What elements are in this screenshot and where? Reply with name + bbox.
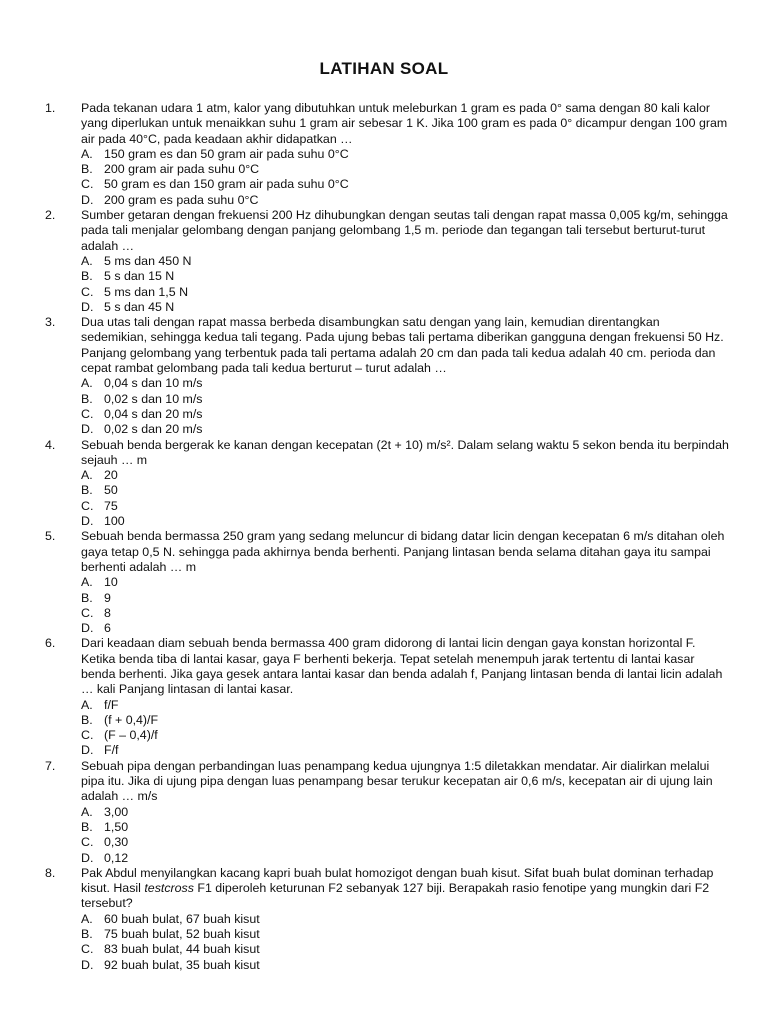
option-text: 9 [104, 590, 111, 605]
question-text: Sumber getaran dengan frekuensi 200 Hz dihubungkan dengan seutas tali dengan rapat massa 0,005 kg/m, sehingga pada tali menjalar gelombang dengan panjang gelombang 1,5 m. periode dan tegangan tali tersebut berturut-turut adalah … [81, 208, 728, 253]
option-letter: C. [81, 284, 94, 299]
option-letter: D. [81, 621, 94, 636]
question-number: 2. [45, 208, 56, 223]
option-text: 50 gram es dan 150 gram air pada suhu 0°C [104, 177, 349, 192]
question-6 [0, 636, 768, 758]
option-d [81, 193, 768, 208]
option-letter: B. [81, 483, 93, 498]
page-title: LATIHAN SOAL [319, 59, 449, 78]
option-letter: C. [81, 406, 94, 421]
option-c [81, 942, 768, 957]
option-text: 0,12 [104, 850, 129, 865]
option-letter: B. [81, 269, 93, 284]
question-list [0, 101, 768, 973]
option-b [81, 713, 768, 728]
question-text: Dua utas tali dengan rapat massa berbeda disambungkan satu dengan yang lain, kemudian direntangkan sedemikian, sehingga kedua tali tegang. Pada ujung bebas tali pertama diberikan gangguna dengan frekuensi 50 Hz. Panjang gelombang yang terbentuk pada tali pertama adalah 20 cm dan pada tali kedua adalah 40 cm. perioda dan cepat rambat gelombang pada tali kedua berturut – turut adalah … [81, 315, 724, 376]
question-5 [0, 529, 768, 636]
question-number: 1. [45, 101, 56, 115]
option-text: 60 buah bulat, 67 buah kisut [104, 911, 260, 926]
option-b [81, 591, 768, 606]
option-letter: B. [81, 712, 93, 727]
option-letter: A. [81, 468, 93, 483]
option-letter: D. [81, 299, 94, 314]
option-c [81, 499, 768, 514]
option-text: 8 [104, 605, 111, 620]
question-text-part: F1 diperoleh keturunan F2 sebanyak 127 biji. Berapakah rasio fenotipe yang mungkin dari F2 tersebut? [81, 881, 710, 911]
option-text: 5 s dan 45 N [104, 299, 175, 314]
option-text: 10 [104, 575, 118, 590]
question-number: 3. [45, 315, 56, 330]
question-3 [0, 315, 768, 437]
option-letter: D. [81, 957, 94, 972]
option-letter: A. [81, 253, 93, 268]
option-d [81, 422, 768, 437]
option-text: 75 [104, 498, 118, 513]
option-letter: C. [81, 605, 94, 620]
option-a [81, 147, 768, 162]
option-text: 0,04 s dan 20 m/s [104, 406, 203, 421]
option-text: 0,02 s dan 10 m/s [104, 391, 203, 406]
question-7 [0, 759, 768, 866]
option-letter: B. [81, 819, 93, 834]
option-letter: B. [81, 391, 93, 406]
option-letter: D. [81, 850, 94, 865]
option-d [81, 621, 768, 636]
option-text: 5 s dan 15 N [104, 269, 175, 284]
option-d [81, 743, 768, 758]
italic-term: testcross [144, 881, 194, 896]
question-4 [0, 438, 768, 530]
question-number: 5. [45, 529, 56, 544]
question-text: Sebuah pipa dengan perbandingan luas penampang kedua ujungnya 1:5 diletakkan mendatar. Air dialirkan melalui pipa itu. Jika di ujung pipa dengan luas penampang besar terukur kecepatan air 0,6 m/s, kecepatan air di ujung lain adalah … m/s [81, 758, 713, 804]
option-text: 200 gram es pada suhu 0°C [104, 192, 259, 207]
question-text: Sebuah benda bermassa 250 gram yang sedang meluncur di bidang datar licin dengan kecepatan 6 m/s ditahan oleh gaya tetap 0,5 N. sehingga pada akhirnya benda berhenti. Panjang lintasan benda selama ditahan gaya itu sampai berhenti adalah … m [81, 529, 725, 574]
option-text: 5 ms dan 1,5 N [104, 284, 189, 299]
option-text: 3,00 [104, 804, 129, 819]
option-text: 83 buah bulat, 44 buah kisut [104, 942, 260, 957]
option-letter: D. [81, 422, 94, 437]
option-b [81, 392, 768, 407]
option-letter: C. [81, 942, 94, 957]
option-d [81, 958, 768, 973]
option-b [81, 483, 768, 498]
option-text: 1,50 [104, 819, 129, 834]
option-text: 0,30 [104, 835, 129, 850]
option-c [81, 177, 768, 192]
option-text: 20 [104, 468, 118, 483]
option-text: 200 gram air pada suhu 0°C [104, 162, 260, 177]
question-2 [0, 208, 768, 315]
option-a [81, 254, 768, 269]
option-b [81, 820, 768, 835]
question-text: Dari keadaan diam sebuah benda bermassa 400 gram didorong di lantai licin dengan gaya konstan horizontal F. Ketika benda tiba di lantai kasar, gaya F berhenti bekerja. Tepat setelah menempuh jarak tertentu di lantai kasar benda berhenti. Jika gaya gesek antara lantai kasar dan benda adalah f, Panjang lintasan benda di lantai licin adalah … kali Panjang lintasan di lantai kasar. [81, 636, 723, 697]
option-a [81, 805, 768, 820]
option-text: F/f [104, 743, 119, 758]
option-text: (F – 0,4)/f [104, 728, 158, 743]
option-text: 150 gram es dan 50 gram air pada suhu 0°C [104, 146, 349, 161]
question-1 [0, 101, 768, 208]
option-a [81, 468, 768, 483]
option-d [81, 851, 768, 866]
option-letter: B. [81, 927, 93, 942]
option-a [81, 575, 768, 590]
option-letter: A. [81, 697, 93, 712]
option-text: 0,02 s dan 20 m/s [104, 422, 203, 437]
option-a [81, 376, 768, 391]
option-letter: D. [81, 514, 94, 529]
option-b [81, 927, 768, 942]
question-8 [0, 866, 768, 973]
option-letter: D. [81, 192, 94, 207]
question-text: Sebuah benda bergerak ke kanan dengan kecepatan (2t + 10) m/s². Dalam selang waktu 5 sekon benda itu berpindah sejauh … m [81, 437, 729, 467]
option-b [81, 269, 768, 284]
option-text: f/F [104, 697, 119, 712]
option-c [81, 407, 768, 422]
option-letter: C. [81, 835, 94, 850]
option-text: 6 [104, 621, 111, 636]
option-letter: A. [81, 376, 93, 391]
option-letter: A. [81, 146, 93, 161]
option-c [81, 835, 768, 850]
option-c [81, 606, 768, 621]
option-letter: B. [81, 590, 93, 605]
option-b [81, 162, 768, 177]
option-a [81, 912, 768, 927]
option-letter: C. [81, 177, 94, 192]
option-letter: A. [81, 575, 93, 590]
option-letter: D. [81, 743, 94, 758]
option-text: 100 [104, 514, 125, 529]
option-text: 75 buah bulat, 52 buah kisut [104, 927, 260, 942]
question-text [81, 866, 729, 912]
option-letter: B. [81, 162, 93, 177]
option-d [81, 514, 768, 529]
question-number: 8. [45, 865, 56, 880]
question-text: Pada tekanan udara 1 atm, kalor yang dibutuhkan untuk meleburkan 1 gram es pada 0° sama dengan 80 kali kalor yang diperlukan untuk menaikkan suhu 1 gram air sebesar 1 K. Jika 100 gram es pada 0° dicampur dengan 100 gram air pada 40°C, pada keadaan akhir didapatkan … [81, 101, 728, 146]
option-letter: A. [81, 911, 93, 926]
option-c [81, 728, 768, 743]
option-text: 5 ms dan 450 N [104, 253, 192, 268]
option-text: 92 buah bulat, 35 buah kisut [104, 957, 260, 972]
question-number: 4. [45, 437, 56, 452]
option-text: 50 [104, 483, 118, 498]
question-number: 7. [45, 758, 56, 773]
option-d [81, 300, 768, 315]
question-number: 6. [45, 636, 56, 651]
option-letter: A. [81, 804, 93, 819]
option-letter: C. [81, 498, 94, 513]
option-a [81, 698, 768, 713]
option-c [81, 285, 768, 300]
option-text: (f + 0,4)/F [104, 712, 159, 727]
option-letter: C. [81, 728, 94, 743]
question-text-part: Pak Abdul menyilangkan kacang kapri buah bulat homozigot dengan buah kisut. Sifat buah bulat dominan terhadap kisut. Hasil [81, 865, 714, 896]
option-text: 0,04 s dan 10 m/s [104, 376, 203, 391]
